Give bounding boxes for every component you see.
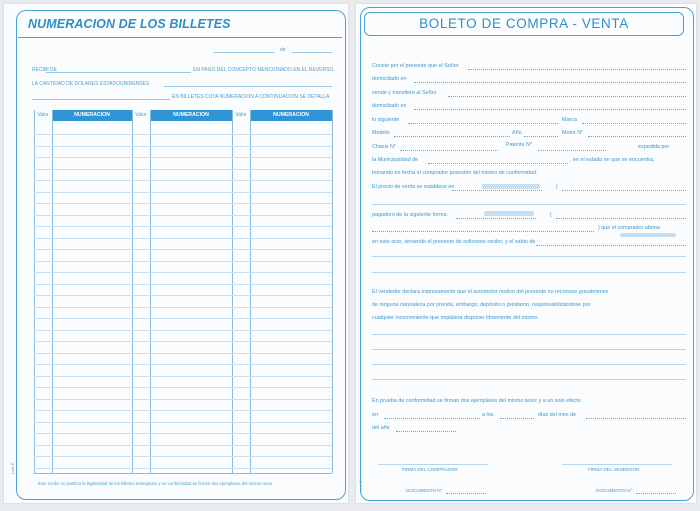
buyer-pays-text: ) que el comprador abona [598, 225, 660, 231]
bill-numbering-sheet [4, 4, 348, 503]
bills-amount-field[interactable] [32, 99, 170, 100]
seller-name-field[interactable] [468, 69, 686, 70]
brand-label: Marca [562, 117, 577, 123]
valor-header-1: Valor [37, 112, 49, 118]
redacted-payment [484, 211, 534, 216]
buyer-document-field[interactable] [446, 493, 486, 494]
price-words-field[interactable] [562, 190, 686, 191]
plate-label: Patente N° [506, 142, 533, 148]
table-row[interactable] [34, 169, 332, 170]
month-label: días del mes de [538, 412, 577, 418]
payment-continuation-line[interactable] [372, 231, 594, 232]
received-from-field[interactable] [46, 72, 191, 73]
table-row[interactable] [34, 330, 332, 331]
item-field[interactable] [408, 123, 558, 124]
notes-line-2[interactable] [372, 349, 686, 350]
payment-concept-label: EN PAGO DEL CONCEPTO MENCIONADO EN EL REVERSO, [193, 67, 335, 73]
table-row[interactable] [34, 226, 332, 227]
dollar-amount-field[interactable] [164, 86, 332, 87]
declaration-line-2: de ninguna naturaleza por prenda, embargo, depósito o préstamo, responsabilizándose por [372, 302, 591, 308]
municipality-label: la Municipalidad de [372, 157, 419, 163]
plate-field[interactable] [538, 150, 606, 151]
table-row[interactable] [34, 192, 332, 193]
line-buyer-address: domiciliado en [372, 103, 407, 109]
condition-text: , en el estado en que se encuentra, [570, 157, 655, 163]
year-field[interactable] [524, 136, 558, 137]
table-col-line [150, 110, 151, 473]
line-seller-address: domiciliado en [372, 76, 407, 82]
payment-paren: ( [550, 212, 552, 218]
table-row[interactable] [34, 456, 332, 457]
price-label: El precio de venta se establece en [372, 184, 455, 190]
buyer-signature-line[interactable] [378, 464, 488, 465]
municipality-field[interactable] [428, 163, 568, 164]
received-from-label: RECIBI DE [32, 67, 58, 73]
seller-signature-label: FIRMA DEL VENDEDOR [588, 467, 640, 472]
table-col-line [332, 110, 333, 473]
bills-detail-label: EN BILLETES CUYA NUMERACION A CONTINUACION SE DETALLA [172, 94, 330, 100]
table-row[interactable] [34, 272, 332, 273]
declaration-line-3: cualquier inconveniente que impidiera disponer libremente del mismo. [372, 315, 539, 321]
notes-line-4[interactable] [372, 379, 686, 380]
notes-line-1[interactable] [372, 334, 686, 335]
buyer-name-field[interactable] [448, 96, 686, 97]
payment-words-field[interactable] [556, 218, 686, 219]
left-form-title: NUMERACION DE LOS BILLETES [28, 17, 231, 31]
buyer-document-label: DOCUMENTO N° [406, 488, 443, 493]
table-row[interactable] [34, 203, 332, 204]
balance-field[interactable] [536, 245, 686, 246]
dollar-amount-label: LA CANTIDAD DE DOLARES ESTADOUNIDENSES [32, 81, 150, 87]
valor-header-3: Valor [235, 112, 247, 118]
numeracion-header-1: NUMERACION [52, 110, 132, 121]
sale-contract-sheet [356, 4, 696, 503]
table-row[interactable] [34, 295, 332, 296]
table-col-line [34, 110, 35, 473]
line-buyer: vende y transfiere al Señor [372, 90, 437, 96]
left-footnote: Este recibo no justifica la legitimidad de los billetes entregados y en conformidad se firman dos ejemplares del mismo tenor. [38, 481, 274, 486]
buyer-address-field[interactable] [414, 109, 686, 110]
seller-document-field[interactable] [636, 493, 676, 494]
possession-text: tomando en fecha el comprador posesión del mismo de conformidad. [372, 170, 538, 176]
issued-by-label: expedida por [638, 144, 670, 150]
day-label: a los [482, 412, 494, 418]
left-side-note: Lote E [10, 462, 15, 474]
table-row[interactable] [34, 353, 332, 354]
table-row[interactable] [34, 238, 332, 239]
payment-form-label: pagadero de la siguiente forma: [372, 212, 448, 218]
day-field[interactable] [500, 418, 534, 419]
table-row[interactable] [34, 249, 332, 250]
valor-header-2: Valor [135, 112, 147, 118]
table-row[interactable] [34, 364, 332, 365]
numeracion-header-2: NUMERACION [150, 110, 232, 121]
table-row[interactable] [34, 468, 332, 469]
table-row[interactable] [34, 341, 332, 342]
price-field[interactable] [452, 190, 542, 191]
chassis-field[interactable] [400, 150, 498, 151]
redacted-amount [620, 233, 676, 237]
model-field[interactable] [394, 136, 510, 137]
table-row[interactable] [34, 157, 332, 158]
table-row[interactable] [34, 134, 332, 135]
redacted-price [482, 184, 540, 189]
seller-signature-line[interactable] [562, 464, 672, 465]
conformity-line-1: En prueba de conformidad se firman dos ejemplares del mismo tenor y a un solo efecto [372, 398, 581, 404]
table-row[interactable] [34, 318, 332, 319]
place-field[interactable] [384, 418, 480, 419]
table-row[interactable] [34, 433, 332, 434]
date-separator: de [280, 47, 286, 53]
table-row[interactable] [34, 445, 332, 446]
table-row[interactable] [34, 399, 332, 400]
declaration-line-1: El vendedor declara expresamente que el automotor motivo del presente no reconoce gravámenes [372, 289, 609, 295]
line-item: lo siguiente [372, 117, 400, 123]
table-row[interactable] [34, 215, 332, 216]
date-line-2[interactable] [292, 52, 332, 53]
motor-field[interactable] [588, 136, 686, 137]
year-signed-field[interactable] [396, 431, 456, 432]
title-divider [18, 37, 342, 38]
right-side-note: Lote E [358, 480, 363, 492]
table-row[interactable] [34, 387, 332, 388]
date-line[interactable] [214, 52, 274, 53]
month-field[interactable] [586, 418, 686, 419]
table-col-line [250, 110, 251, 473]
table-bottom-rule [34, 473, 332, 474]
brand-field[interactable] [582, 123, 686, 124]
year-text: del año [372, 425, 390, 431]
motor-label: Motor N° [562, 130, 584, 136]
table-col-line [52, 110, 53, 473]
balance-line-2[interactable] [372, 272, 686, 273]
table-row[interactable] [34, 284, 332, 285]
notes-line-3[interactable] [372, 364, 686, 365]
table-row[interactable] [34, 180, 332, 181]
year-label: Año [512, 130, 522, 136]
table-row[interactable] [34, 410, 332, 411]
table-row[interactable] [34, 261, 332, 262]
table-row[interactable] [34, 376, 332, 377]
numeracion-header-3: NUMERACION [250, 110, 332, 121]
receipt-text: en este acto, sirviendo el presente de suficiente recibo; y el saldo de [372, 239, 536, 245]
right-form-title: BOLETO DE COMPRA - VENTA [364, 12, 684, 36]
chassis-label: Chasis N° [372, 144, 397, 150]
table-row[interactable] [34, 422, 332, 423]
line-seller: Conste por el presente que el Señor [372, 63, 459, 69]
model-label: Modelo [372, 130, 390, 136]
table-col-line [232, 110, 233, 473]
payment-form-field[interactable] [456, 218, 536, 219]
table-col-line [132, 110, 133, 473]
price-continuation-line[interactable] [372, 204, 686, 205]
buyer-signature-label: FIRMA DEL COMPRADOR [402, 467, 458, 472]
seller-document-label: DOCUMENTO N° [596, 488, 633, 493]
balance-line-1[interactable] [372, 256, 686, 257]
table-row[interactable] [34, 146, 332, 147]
table-row[interactable] [34, 307, 332, 308]
price-paren: ( [556, 184, 558, 190]
seller-address-field[interactable] [414, 82, 686, 83]
place-label: en [372, 412, 378, 418]
